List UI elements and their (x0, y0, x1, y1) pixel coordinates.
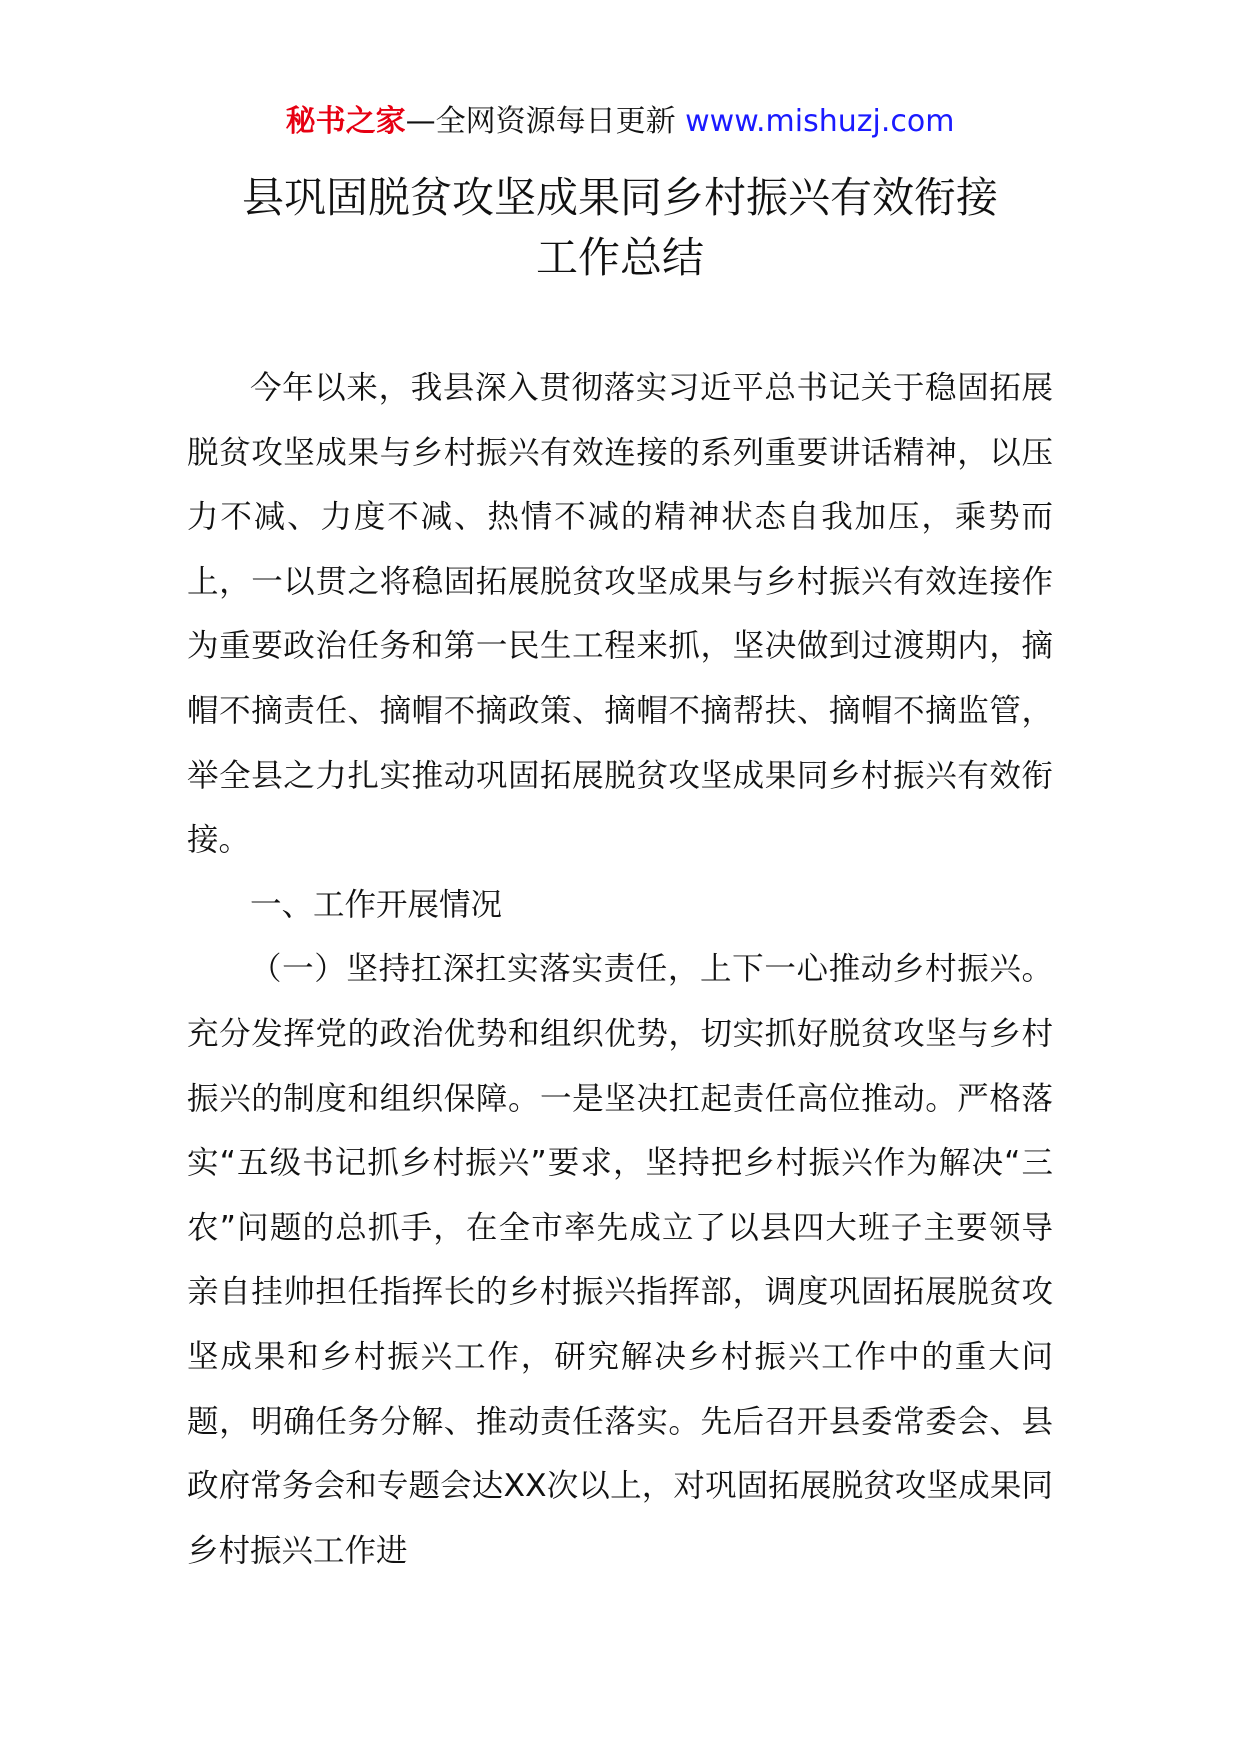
site-brand: 秘书之家 (285, 104, 406, 139)
document-title (60, 168, 1180, 288)
site-tagline: —全网资源每日更新 (405, 104, 686, 139)
section-heading: 一、工作开展情况 (250, 886, 503, 923)
site-url-link[interactable]: www.mishuzj.com (685, 104, 955, 139)
site-header (0, 100, 1240, 144)
intro-paragraph: 今年以来，我县深入贯彻落实习近平总书记关于稳固拓展脱贫攻坚成果与乡村振兴有效连接的系列重要讲话精神，以压力不减、力度不减、热情不减的精神状态自我加压，乘势而上，一以贯之将稳固拓展脱贫攻坚成果与乡村振兴有效连接作为重要政治任务和第一民生工程来抓，坚决做到过渡期内，摘帽不摘责任、摘帽不摘政策、摘帽不摘帮扶、摘帽不摘监管，举全县之力扎实推动巩固拓展脱贫攻坚成果同乡村振兴有效衔接。 (187, 370, 1053, 859)
document-title-line-2: 工作总结 (535, 233, 704, 282)
subsection-paragraph: （一）坚持扛深扛实落实责任，上下一心推动乡村振兴。充分发挥党的政治优势和组织优势，切实抓好脱贫攻坚与乡村振兴的制度和组织保障。一是坚决扛起责任高位推动。严格落实“五级书记抓乡村振兴”要求，坚持把乡村振兴作为解决“三农”问题的总抓手，在全市率先成立了以县四大班子主要领导亲自挂帅担任指挥长的乡村振兴指挥部，调度巩固拓展脱贫攻坚成果和乡村振兴工作，研究解决乡村振兴工作中的重大问题，明确任务分解、推动责任落实。先后召开县委常委会、县政府常务会和专题会达XX次以上，对巩固拓展脱贫攻坚成果同乡村振兴工作进 (187, 951, 1053, 1569)
document-body (187, 356, 1053, 1583)
document-title-line-1: 县巩固脱贫攻坚成果同乡村振兴有效衔接 (241, 173, 998, 222)
